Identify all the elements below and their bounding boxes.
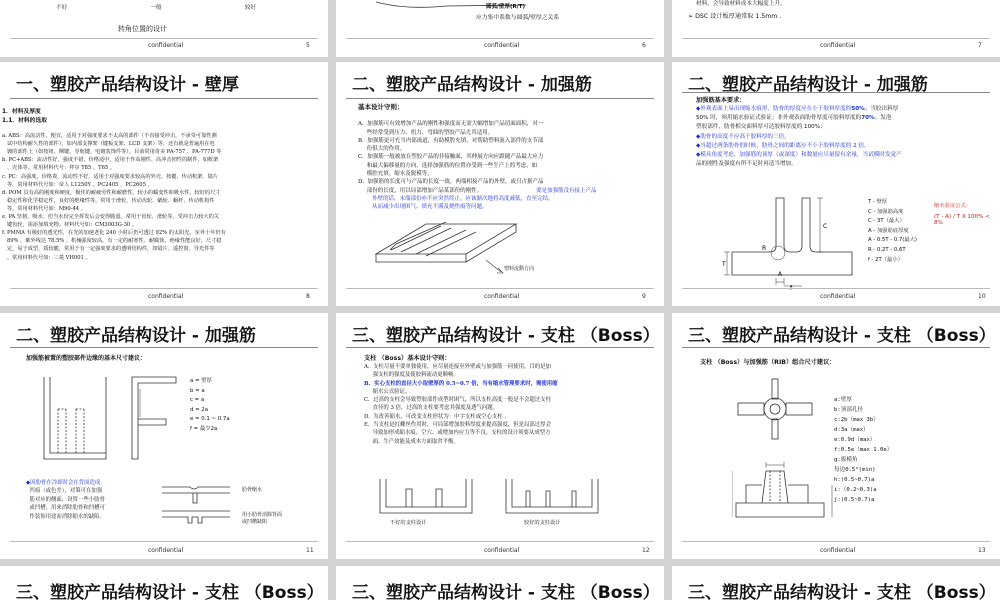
legend-item: e = 0.1 ~ 0.7a bbox=[190, 416, 230, 422]
confidential-label: confidential bbox=[820, 547, 856, 554]
rules-subtitle: 基本设计守则： bbox=[358, 103, 404, 111]
material-line: f. PMMA 有极好的透光性，在光的加速老化 240 小时后仍可透过 92% 的太阳光，室外十年仍有 bbox=[2, 230, 226, 237]
req-line: ◆当超过两条肋骨的时候，肋骨之间的距离应不小于胶料厚度的 2 倍。 bbox=[696, 142, 870, 149]
legend-item: e:0.9d（max） bbox=[834, 437, 876, 443]
edge-rib-legend bbox=[190, 377, 230, 434]
rule-line: 份很大的作用。 bbox=[358, 146, 406, 153]
req-line: ◆模具角度考虑，加强筋的顶厚（或深度）和数量应尽量留有余量，当试模时发觉产 bbox=[696, 152, 902, 159]
fig-caption: 用小肋骨消除背面 bbox=[242, 512, 283, 518]
note-line: 外壁的话，末端部份亦不应突然终止，应该渐次地将高度减低，直至完结， bbox=[372, 196, 554, 202]
legend-bad: 不好 bbox=[56, 5, 68, 11]
rule-line: E. 当支柱是打螺丝作用时，可局部增加胶料厚度来提高强度，但是局部过厚会 bbox=[364, 422, 551, 429]
legend-item: f:0.5e（max 1.0e） bbox=[834, 447, 893, 453]
rule-line: 直径的 3 倍，过高的支柱要考虑其强度及透气问题。 bbox=[364, 405, 499, 412]
material-line: e. PA 坚韧、吸水、但当水份完全挥发后会变得脆弱。常用于齿轮、滑轮等。受冲击力较大的关 bbox=[2, 214, 220, 221]
req-text: 50% 时，须用缩水验证式验证；非外观表面肋骨厚度可胶料厚度的 bbox=[696, 115, 862, 122]
legend-item: f = 最少2a bbox=[190, 425, 218, 432]
slide-15[interactable] bbox=[336, 566, 664, 600]
rule-line: C. 加强筋一般被放在塑胶产品的非接触面，其伸展方向应跟随产品最大应力 bbox=[358, 154, 544, 161]
legend-item: C - 3T（最大） bbox=[868, 218, 905, 225]
note-line: 筋对应的侧面，设置一些小肋骨 bbox=[26, 496, 105, 503]
bullet-item: ➢ DSC 设计板厚通常取 1.5mm . bbox=[688, 13, 782, 20]
legend-item: C - 加强筋高度 bbox=[868, 208, 904, 215]
material-line: 试中结构耐久性的部件），如内部支撑架（键板支架、LCD 支架）等。还有就是普遍用在电 bbox=[2, 141, 215, 148]
legend-good: 较好 bbox=[244, 5, 256, 11]
legend-item: a:壁厚 bbox=[834, 397, 852, 403]
slide-title: 三、塑胶产品结构设计 - 支柱 （Boss） bbox=[688, 326, 996, 346]
material-line: 键齿轮，需添加填充物。材料代号如：CM3003G-30 。 bbox=[2, 222, 138, 229]
figure-caption: 转角位置的设计 bbox=[118, 25, 167, 33]
rib-flow-diagram bbox=[366, 214, 526, 284]
req-text: ；发泡 bbox=[874, 115, 892, 122]
boss-rib-subtitle: 支柱 （Boss）与加强筋（RIB）组合尺寸建议： bbox=[700, 359, 836, 366]
shrink-note bbox=[26, 479, 105, 521]
rib-dimension-diagram bbox=[722, 190, 862, 290]
slide-14[interactable] bbox=[0, 566, 328, 600]
slide-title: 三、塑胶产品结构设计 - 支柱 （Boss） bbox=[352, 583, 660, 600]
bad-boss-label: 不好的支柱设计 bbox=[390, 520, 427, 526]
confidential-label: confidential bbox=[820, 293, 856, 300]
slide-title: 二、塑胶产品结构设计 - 加强筋 bbox=[688, 75, 928, 95]
req-line: 塑胶部件，肋骨相交面料厚可达胶料厚度的 100%； bbox=[696, 124, 826, 131]
legend-item: 每边0.5°(min) bbox=[834, 467, 876, 473]
slide-title: 二、塑胶产品结构设计 - 加强筋 bbox=[352, 75, 592, 95]
rule-line: 缩水公式验证。 bbox=[364, 388, 411, 395]
confidential-label: confidential bbox=[484, 42, 520, 49]
legend-item: b:顶部孔径 bbox=[834, 407, 864, 413]
material-list bbox=[2, 124, 328, 278]
legend-item: A - 加强筋底厚度 bbox=[868, 227, 909, 234]
boss-design-diagram bbox=[376, 473, 616, 523]
material-line: 等。常用材料代号如：M90-44 。 bbox=[2, 205, 86, 212]
rule-line: 和最大偏移量的方向，选择加强筋的位置亦受到一些生产上的考虑，如 bbox=[358, 162, 538, 169]
page-number: 10 bbox=[978, 293, 986, 300]
legend-item: d = 2a bbox=[190, 406, 209, 413]
req-value: 70% bbox=[861, 115, 875, 122]
rule-line: D. 加强筋的长度可与产品的长度一致，两端相接产品的外壁，或只占据产品 bbox=[358, 179, 544, 186]
material-line: c. PC：高强度，价格贵，流动性不好。适用于对强度要求较高的外壳、按键、传动机架、镜片 bbox=[2, 173, 218, 180]
note-line: 从而减少出现困气、填充不满及烧焦痕等问题。 bbox=[372, 204, 488, 211]
legend-normal: 一般 bbox=[150, 5, 162, 11]
page-number: 8 bbox=[306, 293, 310, 300]
material-line: 镀的部件上（如按钮、侧键、导航键、电镀装饰件等）。目前常用奇美 PA-757 、PA-777D 等 bbox=[2, 149, 222, 156]
slide-title: 三、塑胶产品结构设计 - 支柱 （Boss） bbox=[688, 583, 996, 600]
formula-title: 缩水验证公式： bbox=[934, 203, 972, 209]
req-text: ；当胶出料厚 bbox=[864, 106, 899, 112]
boss-rules-subtitle: 支柱 （Boss）基本设计守则： bbox=[364, 355, 451, 362]
note-line: 作装饰用途而消除缩水的缺陷。 bbox=[26, 513, 105, 520]
material-line: 等。常用材料代号如：帝人 L1250Y 、PC2405 、PC2605 。 bbox=[2, 181, 153, 188]
legend-item: c = a bbox=[190, 397, 205, 403]
page-number: 7 bbox=[978, 42, 982, 49]
dim-label-a: A bbox=[778, 271, 783, 278]
boss-rib-legend bbox=[834, 395, 892, 505]
req-line: 品的刚性及强度有所不足时再适当增加。 bbox=[696, 161, 797, 168]
confidential-label: confidential bbox=[484, 547, 520, 554]
material-line: b. PC+ABS：流动性好，强度不错，价格适中。适用于作高刚性、高冲击韧性的制件，如框架 bbox=[2, 157, 219, 164]
confidential-label: confidential bbox=[148, 547, 184, 554]
flow-direction-label: 塑料流動方向 bbox=[504, 266, 535, 272]
material-line: d. POM 具有高的刚度和硬度，极佳的耐疲劳性和耐磨性，较小的蠕变性和吸水性，较好的尺寸 bbox=[2, 189, 221, 196]
legend-item: h:(0.5~0.7)a bbox=[834, 477, 875, 483]
slide-5[interactable] bbox=[0, 0, 328, 57]
page-number: 6 bbox=[642, 42, 646, 49]
slide-9[interactable] bbox=[336, 62, 664, 306]
rule-line: B. 实心支柱的直径大小取壁厚的 0.5~0.7 倍，当有缩水管理要求时，需使用缩 bbox=[364, 380, 558, 387]
shrink-formula: (T - A) / T X 100% < 8% bbox=[934, 214, 990, 226]
legend-item: A - 0.5T - 0.7(最大) bbox=[868, 237, 917, 244]
rib-legend bbox=[868, 198, 917, 265]
slide-title: 三、塑胶产品结构设计 - 支柱 （Boss） bbox=[16, 583, 324, 600]
legend-item: b = a bbox=[190, 387, 205, 394]
confidential-label: confidential bbox=[820, 42, 856, 49]
dim-label-t: T bbox=[722, 261, 726, 268]
rib-requirements bbox=[696, 105, 996, 169]
page-number: 5 bbox=[306, 42, 310, 49]
slide-12[interactable] bbox=[336, 313, 664, 559]
material-line: 89% ，紫外线达 78.5% 。机械强度较高，有一定的耐寒性、耐腐蚀，绝缘性能良好，尺寸稳 bbox=[2, 238, 222, 245]
rule-line: A. 加强筋可有效增加产品的刚性和强度而无需大幅增加产品切面面积，对一 bbox=[358, 121, 544, 128]
legend-item: d:3a（max） bbox=[834, 427, 869, 433]
edge-rib-subtitle: 加强筋被置的塑胶部件边缘的基本尺寸建议： bbox=[26, 355, 147, 362]
rule-line: 些经常受到压力、扭力、弯曲的塑胶产品尤其适用。 bbox=[358, 129, 494, 136]
req-line bbox=[696, 114, 996, 123]
text-line: 材料，会导致材料成本大幅度上升。 bbox=[696, 1, 786, 7]
material-line: 、壳体等。常用材料代号：拜尔 T85 、T65 。 bbox=[2, 165, 116, 172]
requirements-subtitle: 加强筋基本要求： bbox=[696, 97, 746, 104]
dim-label-f: f bbox=[790, 285, 793, 290]
legend-item: R - 0.2T - 0.6T bbox=[868, 246, 906, 253]
slide-8[interactable] bbox=[0, 62, 328, 306]
subsection-heading: 1.1．材料的选取 bbox=[2, 118, 48, 124]
slide-13[interactable] bbox=[672, 313, 1000, 559]
rule-line: 面、生产效能及成本方面取舍平衡。 bbox=[364, 438, 459, 445]
legend-item: j:(0.5~0.7)a bbox=[834, 497, 875, 503]
boss-rib-diagram bbox=[732, 375, 842, 535]
rule-line: 模腔充填、缩水及脱模等。 bbox=[358, 171, 433, 178]
slide-title: 二、塑胶产品结构设计 - 加强筋 bbox=[16, 326, 256, 346]
legend-item: c:2b（max 3b） bbox=[834, 417, 879, 423]
fig-caption: 或凹槽缺陷 bbox=[242, 519, 268, 525]
legend-item: i:（0.2~0.3)a bbox=[834, 487, 877, 493]
slide-11[interactable] bbox=[0, 313, 328, 559]
section-heading: 1．材料及厚度 bbox=[2, 109, 41, 115]
sink-mark-label: 肋骨缩水 bbox=[242, 487, 263, 493]
legend-item: g:拔模角 bbox=[834, 457, 858, 463]
confidential-label: confidential bbox=[148, 293, 184, 300]
dim-label-c: C bbox=[823, 223, 828, 230]
page-number: 13 bbox=[978, 547, 986, 554]
dim-label-r: R bbox=[762, 245, 767, 252]
edge-rib-diagram bbox=[36, 369, 186, 469]
req-value: 50% bbox=[851, 106, 865, 112]
slide-6[interactable] bbox=[336, 0, 664, 57]
req-line: ◆肋骨的高度不应高于胶料厚的三倍。 bbox=[696, 133, 790, 140]
rule-line: 强支柱的强度及使胶料流动更顺畅。 bbox=[364, 372, 459, 379]
material-line: 稳定性和化学稳定性，良好的绝缘性等。常用于滑轮、传动齿轮、蜗轮、蜗杆、传动机构件 bbox=[2, 197, 215, 204]
axis-label: 圆弧/壁厚(R/T) bbox=[486, 4, 526, 10]
slide-title: 三、塑胶产品结构设计 - 支柱 （Boss） bbox=[352, 326, 660, 346]
page-number: 9 bbox=[642, 293, 646, 300]
small-rib-label bbox=[242, 512, 282, 526]
legend-item: T - 壁厚 bbox=[868, 199, 888, 205]
figure-caption: 应力集中系数与圆弧/壁厚之关系 bbox=[476, 15, 560, 21]
req-text: ◆外观表面上易出现缩水痕形，肋骨的厚度应在小于胶料厚度的 bbox=[696, 106, 852, 112]
confidential-label: confidential bbox=[484, 293, 520, 300]
slide-7[interactable] bbox=[672, 0, 1000, 57]
bullet-text: DSC 设计板厚通常取 1.5mm . bbox=[695, 13, 782, 20]
slide-title: 一、塑胶产品结构设计 - 壁厚 bbox=[16, 75, 239, 95]
rib-end-note-cont bbox=[372, 195, 662, 212]
legend-item: f - 2T（最小） bbox=[868, 256, 903, 263]
corner-legend-row bbox=[56, 4, 256, 12]
note-line: 或凹槽，用来消除肋骨和凹槽可 bbox=[26, 505, 105, 512]
note-line: ◆因肋骨在冷却时会在背面造成 bbox=[26, 480, 101, 486]
req-line bbox=[696, 105, 996, 114]
rule-line: D. 为改善缩水，可改变支柱形状为：中字支柱或空心支柱 . bbox=[364, 413, 507, 420]
note-line: 凹痕（或色差），对策可在加强 bbox=[26, 488, 103, 495]
material-line: 。常用材料代号如：三菱 VH001 。 bbox=[2, 254, 91, 261]
rule-line: B. 加强筋更可充当内部流道，有助模腔充填，对帮助塑料流入部件的支节部 bbox=[358, 137, 544, 144]
rule-line: A. 支柱尽量不要单独使用，应尽量连接至外壁或与加强筋一同使用，目的是加 bbox=[364, 364, 551, 370]
legend-item: a = 壁厚 bbox=[190, 378, 213, 384]
good-boss-label: 较好的支柱设计 bbox=[524, 520, 561, 526]
rule-line: C. 过高的支柱会导致塑胶部件成型时困气，所以支柱高度一般是不会超过支柱 bbox=[364, 397, 551, 404]
material-line: 定，易于成型，质较脆，常用于有一定强度要求的透明结构件，如镜片、遥控窗、导光件等 bbox=[2, 246, 215, 253]
rule-line: 部份的长度，用以局部增加产品某部份的刚性。 bbox=[358, 187, 483, 194]
sink-mark-diagram bbox=[160, 477, 240, 527]
boss-rules bbox=[364, 363, 660, 446]
rule-line: 导致加形成缩水痕、空穴、或增加内应力等不良。支柱的设计须要从成型方 bbox=[364, 430, 551, 437]
slide-16[interactable] bbox=[672, 566, 1000, 600]
page-number: 12 bbox=[642, 547, 650, 554]
note-line: 要是加强筋没有接上产品 bbox=[536, 188, 597, 194]
confidential-label: confidential bbox=[148, 42, 184, 49]
page-number: 11 bbox=[306, 547, 314, 554]
material-line: a. ABS：高流动性，便宜，适用于对强度要求不太高的部件（不直接受冲击，不承受可靠性测 bbox=[2, 133, 217, 140]
slide-10[interactable] bbox=[672, 62, 1000, 306]
